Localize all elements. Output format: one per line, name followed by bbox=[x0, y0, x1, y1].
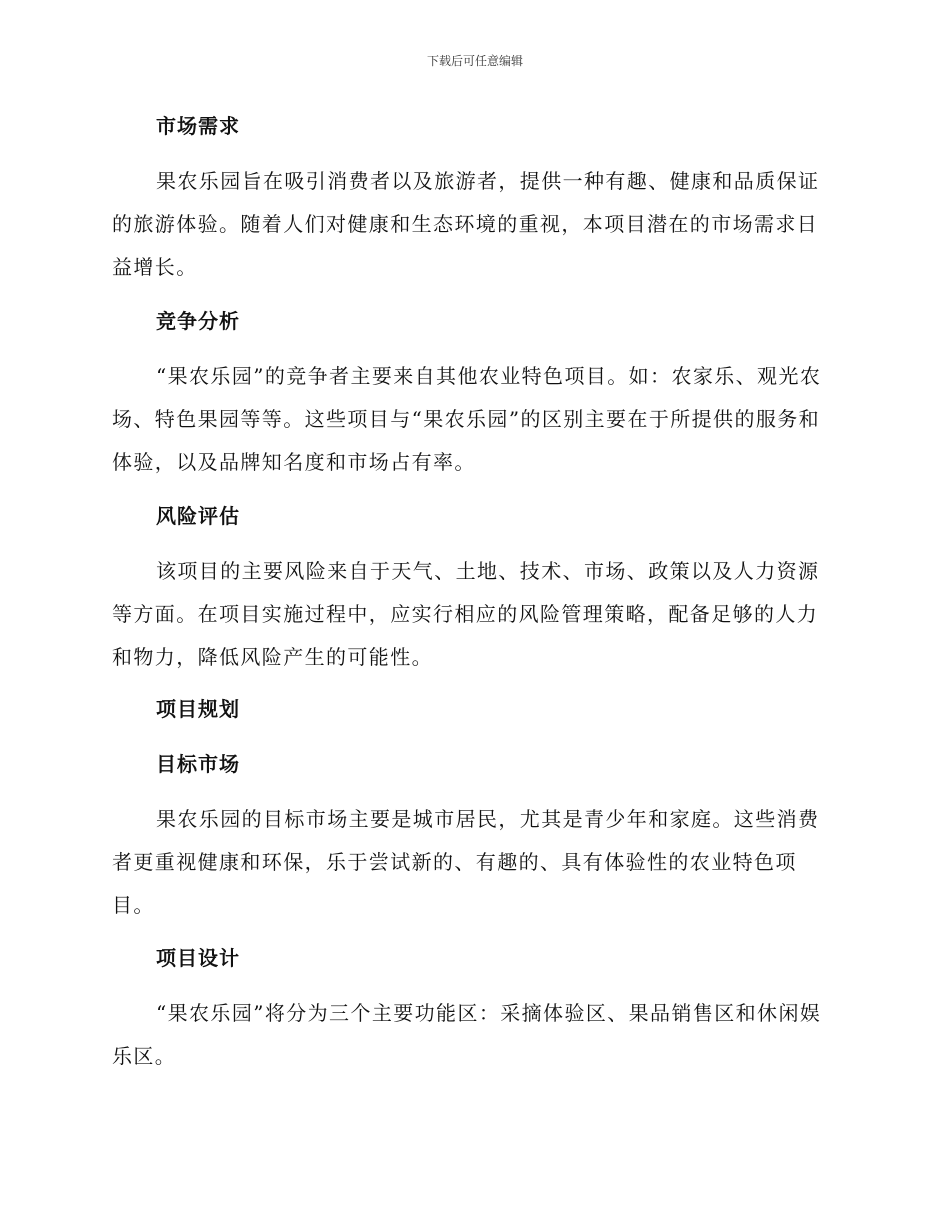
heading-design: 项目设计 bbox=[156, 946, 240, 970]
page-header-note: 下载后可任意编辑 bbox=[426, 54, 523, 68]
paragraph-target-market: 果农乐园的目标市场主要是城市居民，尤其是青少年和家庭。这些消费者更重视健康和环保，乐于尝试新的、有趣的、具有体验性的农业特色项目。 bbox=[112, 807, 820, 917]
paragraph-competition: “果农乐园”的竞争者主要来自其他农业特色项目。如：农家乐、观光农场、特色果园等等。这些项目与“果农乐园”的区别主要在于所提供的服务和体验，以及品牌知名度和市场占有率。 bbox=[112, 364, 822, 474]
heading-planning: 项目规划 bbox=[156, 697, 240, 721]
paragraph-design: “果农乐园”将分为三个主要功能区：采摘体验区、果品销售区和休闲娱乐区。 bbox=[112, 1001, 822, 1068]
paragraph-risk: 该项目的主要风险来自于天气、土地、技术、市场、政策以及人力资源等方面。在项目实施过程中，应实行相应的风险管理策略，配备足够的人力和物力，降低风险产生的可能性。 bbox=[112, 559, 820, 669]
heading-market-demand: 市场需求 bbox=[156, 114, 240, 138]
paragraph-market-demand: 果农乐园旨在吸引消费者以及旅游者，提供一种有趣、健康和品质保证的旅游体验。随着人们对健康和生态环境的重视，本项目潜在的市场需求日益增长。 bbox=[112, 169, 820, 279]
heading-target-market: 目标市场 bbox=[156, 752, 240, 776]
heading-risk: 风险评估 bbox=[156, 504, 240, 528]
heading-competition: 竞争分析 bbox=[156, 309, 240, 333]
